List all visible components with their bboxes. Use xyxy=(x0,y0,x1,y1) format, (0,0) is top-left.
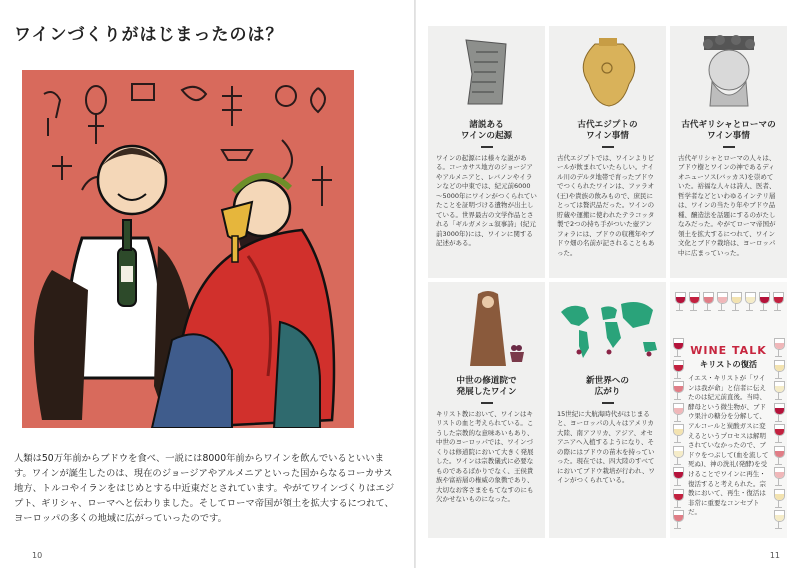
topic-title: 古代エジプトの ワイン事情 xyxy=(577,120,638,141)
title-divider xyxy=(481,146,493,148)
topic-cell-egypt xyxy=(549,26,666,278)
wine-history-illustration xyxy=(22,70,354,428)
wine-glass-icon xyxy=(773,338,784,358)
wine-talk-box xyxy=(670,282,787,538)
title-divider xyxy=(602,402,614,404)
wine-glass-icon xyxy=(730,292,741,312)
wine-glass-icon xyxy=(773,489,784,509)
topic-cell-origin xyxy=(428,26,545,278)
title-divider xyxy=(481,402,493,404)
topic-text: キリスト教において、ワインはキリストの血と考えられている。こうした宗教的な意味あいもあり、中世のヨーロッパでは、ワインづくりは修道院において大きく発展した。ワインは宗教儀式に必要なものであるばかりでなく、王侯貴族や富裕層の権威の象徴であり、大切なお客さまをもてなすのにも欠かせないものになった。 xyxy=(436,409,534,503)
wine-glass-icon xyxy=(672,467,683,487)
page-number-left: 10 xyxy=(32,551,43,560)
stone-tablet-icon xyxy=(428,26,545,120)
wine-glass-icon xyxy=(773,403,784,423)
topic-grid xyxy=(428,26,788,542)
title-divider xyxy=(602,146,614,148)
wine-glass-icon xyxy=(773,424,784,444)
wine-glass-icon xyxy=(672,360,683,380)
wine-glass-icon xyxy=(672,446,683,466)
wine-glass-icon xyxy=(674,292,685,312)
title-divider xyxy=(723,146,735,148)
wine-glass-column-left xyxy=(672,338,684,530)
topic-text: 15世紀に大航海時代がはじまると、ヨーロッパの人々はアメリカ大陸、南アフリカ、アジア、オセアニアへ入植するようになり、その際にはブドウの苗木を持っていった。現在では、四大陸のすべてにおいてブドウ栽培が行われ、ワインがつくられている。 xyxy=(557,409,655,484)
wine-glass-icon xyxy=(672,510,683,530)
wine-glass-icon xyxy=(716,292,727,312)
wine-glass-icon xyxy=(702,292,713,312)
wine-talk-text: イエス・キリストが「ワインは我が命」と信者に伝えたのは紀元前直後。当時、酵母という微生物が、ブドウ果汁の糖分を分解して、アルコールと炭酸ガスに変えるというプロセスは解明されていなかったので、ブドウをつぶして(血を流して死ぬ)、神の洗礼(発酵)を受けることでワインに再生・復活すると考えられた。宗教において、再生・復活は非常に重要なコンセプトだ。 xyxy=(688,374,769,517)
page-number-right: 11 xyxy=(769,551,780,560)
wine-glass-icon xyxy=(773,446,784,466)
page-title: ワインづくりがはじまったのは？ xyxy=(14,25,284,45)
wine-glass-icon xyxy=(688,292,699,312)
wine-talk-title: WINE TALK xyxy=(690,344,767,357)
wine-glass-icon xyxy=(672,338,683,358)
topic-title: 諸説ある ワインの起源 xyxy=(460,120,513,141)
wine-glass-column-right xyxy=(773,338,785,530)
right-page xyxy=(416,0,800,568)
monk-icon xyxy=(428,282,545,376)
topic-cell-monastery xyxy=(428,282,545,538)
wine-glass-icon xyxy=(744,292,755,312)
wine-glass-icon xyxy=(773,360,784,380)
wine-glass-icon xyxy=(672,489,683,509)
wine-glass-icon xyxy=(758,292,769,312)
wine-glass-icon xyxy=(773,510,784,530)
topic-title: 古代ギリシャとローマの ワイン事情 xyxy=(681,120,776,141)
topic-text: 古代エジプトでは、ワインよりビールが飲まれていたらしい。ナイル川のデルタ地帯で育ったブドウでつくられたワインは、ファラオ(王)や貴族の飲みもので、庶民にとっては贅沢品だった。ワインの貯蔵や運搬に使われたテラコッタ製で2つの持ち手がついた壺アンフォラには、ブドウの収穫年やブドウ畑の名前が記されることもあった。 xyxy=(557,153,655,257)
topic-title: 新世界への 広がり xyxy=(586,376,629,397)
wine-glass-icon xyxy=(672,381,683,401)
wine-talk-subtitle: キリストの復活 xyxy=(699,359,758,369)
wine-glass-icon xyxy=(773,467,784,487)
intro-paragraph: 人類は50万年前からブドウを食べ、一説には8000年前からワインを飲んでいるといいます。ワインが誕生したのは、現在のジョージアやアルメニアといった国からなるコーカサス地方、トルコやイランをはじめとする中近東だとされています。やがてワインづくりはエジプト、ギリシャ、ローマへと伝わりました。そしてローマ帝国が領土を拡大するにつれて、ヨーロッパの多くの地域に広がっていったのです。 xyxy=(14,453,395,524)
topic-text: 古代ギリシャとローマの人々は、ブドウ樹とワインの神であるディオニューソス(バッカス)を崇めていた。裕福な人々は詩人、医者、哲学者などといわゆるインテリ層は、ワインの当たり年やブドウ品種、醸造法を話題にするのがたしなみだった。やがてローマ帝国が領土を拡大するにつれて、ワイン文化とブドウ栽培は、ヨーロッパ中に広まっていった。 xyxy=(678,153,776,257)
wine-glass-icon xyxy=(773,381,784,401)
wine-glass-icon xyxy=(672,403,683,423)
topic-text: ワインの起源には様々な説がある。コーカサス地方のジョージアやアルメニアと、レバノンやイランなどの中東では、紀元前6000～5000年にワインがつくられていたことを証明づける遺物が出土している。世界最古の文学作品とされる「ギルガメシュ叙事詩」(紀元前3000年)には、ワインに関する記述がある。 xyxy=(436,153,537,247)
wine-glass-row xyxy=(674,292,783,312)
world-map-icon xyxy=(549,282,666,376)
dionysus-statue-icon xyxy=(670,26,787,120)
topic-cell-greece-rome xyxy=(670,26,787,278)
wine-glass-icon xyxy=(772,292,783,312)
topic-title: 中世の修道院で 発展したワイン xyxy=(456,376,517,397)
amphora-icon xyxy=(549,26,666,120)
wine-glass-icon xyxy=(672,424,683,444)
topic-cell-new-world xyxy=(549,282,666,538)
